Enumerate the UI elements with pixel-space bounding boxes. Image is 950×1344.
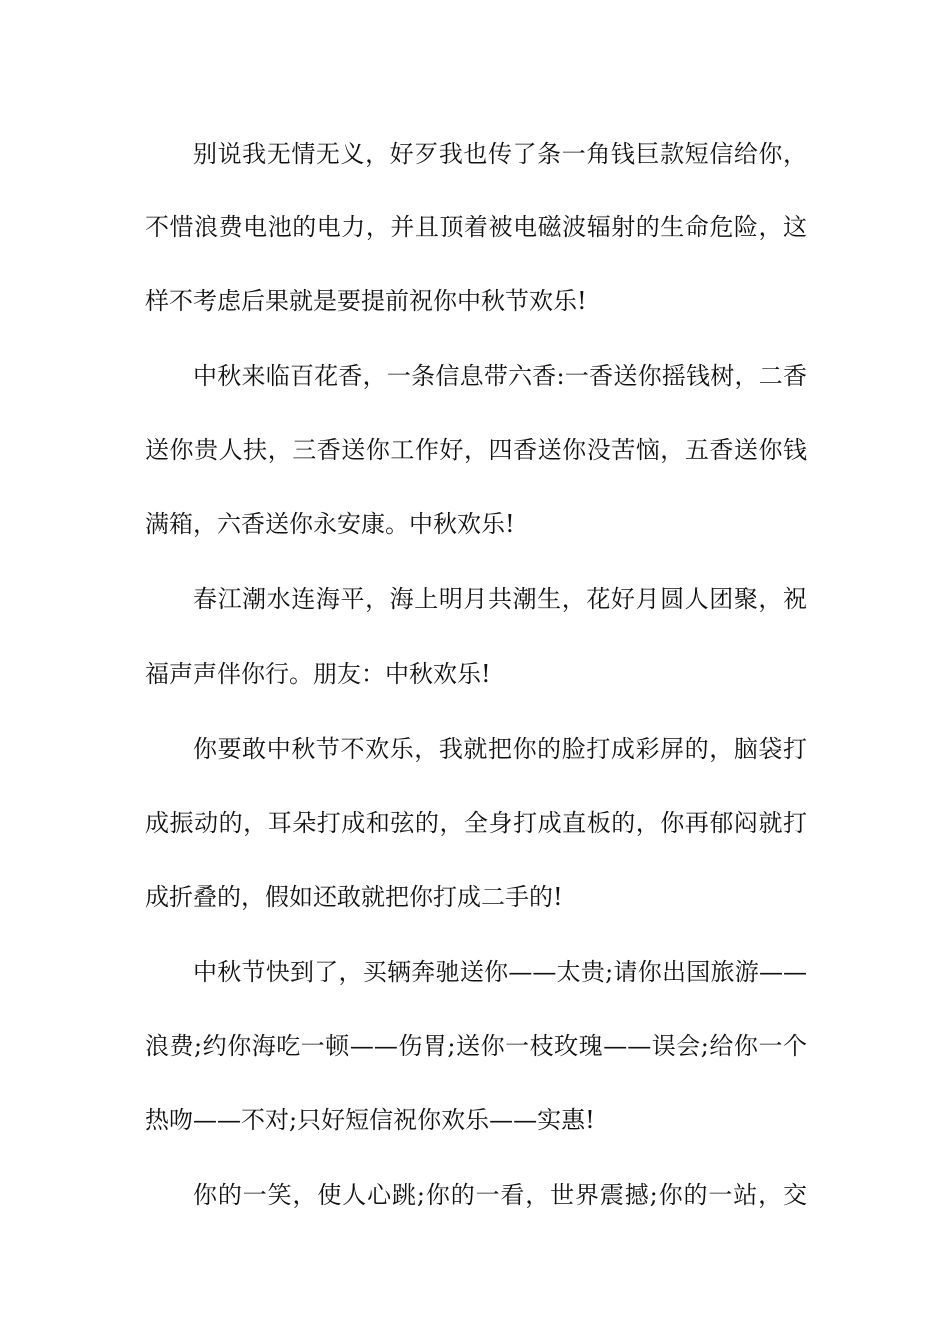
paragraph-5-line-1: 中秋节快到了，买辆奔驰送你——太贵;请你出国旅游——: [193, 958, 807, 986]
paragraph-1-line-1: 别说我无情无义，好歹我也传了条一角钱巨款短信给你，: [193, 140, 807, 168]
paragraph-2-line-2: 送你贵人扶，三香送你工作好，四香送你没苦恼，五香送你钱: [145, 436, 807, 464]
paragraph-4-line-3: 成折叠的，假如还敢就把你打成二手的!: [145, 883, 563, 911]
paragraph-2-line-1: 中秋来临百花香，一条信息带六香:一香送你摇钱树，二香: [193, 362, 807, 390]
paragraph-5-line-2: 浪费;约你海吃一顿——伤胃;送你一枝玫瑰——误会;给你一个: [145, 1032, 807, 1060]
paragraph-2-line-3: 满箱，六香送你永安康。中秋欢乐!: [145, 510, 515, 538]
paragraph-4-line-2: 成振动的，耳朵打成和弦的，全身打成直板的，你再郁闷就打: [145, 809, 807, 837]
paragraph-4-line-1: 你要敢中秋节不欢乐，我就把你的脸打成彩屏的，脑袋打: [193, 735, 807, 763]
paragraph-5-line-3: 热吻——不对;只好短信祝你欢乐——实惠!: [145, 1106, 595, 1134]
paragraph-1-line-2: 不惜浪费电池的电力，并且顶着被电磁波辐射的生命危险，这: [145, 213, 807, 241]
paragraph-1-line-3: 样不考虑后果就是要提前祝你中秋节欢乐!: [145, 287, 587, 315]
paragraph-3-line-1: 春江潮水连海平，海上明月共潮生，花好月圆人团聚，祝: [193, 585, 807, 613]
paragraph-6-line-1: 你的一笑，使人心跳;你的一看，世界震撼;你的一站，交: [193, 1181, 807, 1209]
paragraph-3-line-2: 福声声伴你行。朋友：中秋欢乐!: [145, 660, 491, 688]
